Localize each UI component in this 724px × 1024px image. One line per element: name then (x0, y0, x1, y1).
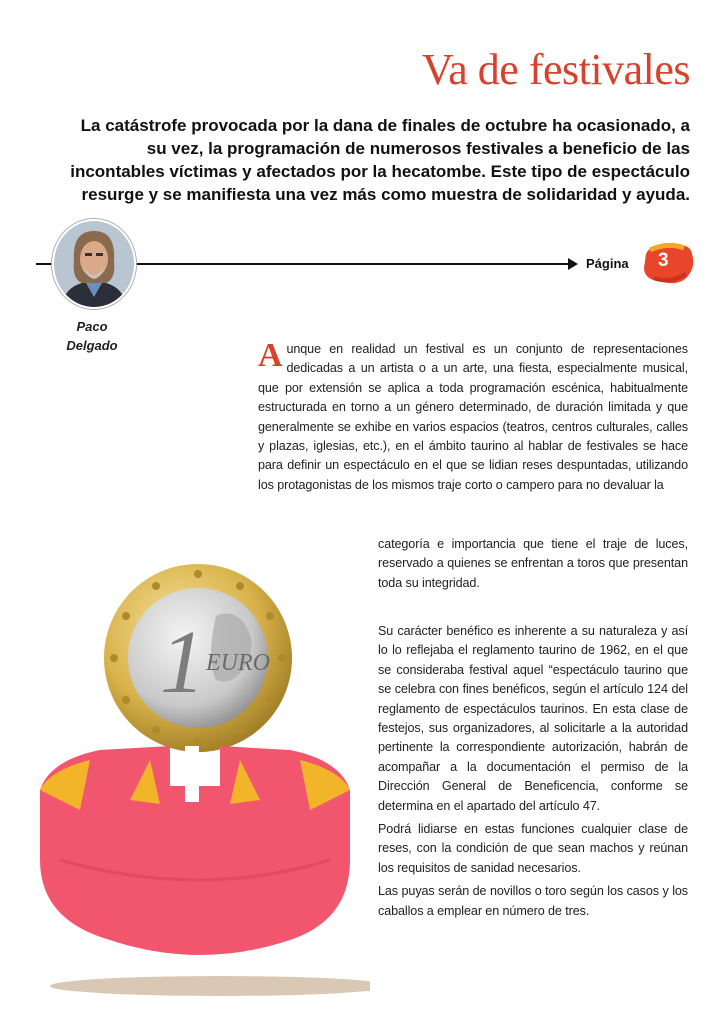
page-label: Página (586, 256, 629, 271)
coin-icon (104, 564, 292, 752)
article-lede: La catástrofe provocada por la dana de finales de octubre ha ocasionado, a su vez, la programación de numerosos festivales a beneficio de las incontables víctimas y afectados por la hecatombe. Este tipo de espectáculo resurge y se manifiesta una vez más como muestra de solidaridad y ayuda. (70, 116, 690, 204)
article-paragraph-2: Su carácter benéfico es inherente a su naturaleza y así lo lo reflejaba el reglamento taurino de 1962, en el que se consideraba festival aquel “espectáculo taurino que se celebra con fines benéficos, según el artículo 124 del reglamento de espectáculos taurinos. En esta clase de festejos, sus organizadores, al solicitarle a la autoridad pertinente la correspondiente autorización, habrán de acompañar a la documentación el permiso de la Dirección General de Beneficencia, conforme se determina en el apartado del artículo 47. (378, 624, 688, 813)
coin-text: EURO (206, 650, 270, 676)
article-column-1 (258, 337, 688, 495)
page-number: 3 (658, 250, 669, 271)
article-title: Va de festivales (421, 45, 690, 94)
article-paragraph-3: Podrá lidiarse en estas funciones cualquier clase de reses, con la condición de que sean machos y reúnan los requisitos de sanidad necesarios. (378, 822, 688, 875)
coin-value: 1 (160, 613, 205, 712)
coin-hat-illustration (20, 560, 370, 1010)
author-last-name: Delgado (66, 338, 118, 353)
article-paragraph-4: Las puyas serán de novillos o toro según los casos y los caballos a emplear en número de tres. (378, 884, 688, 918)
arrow-right-icon (568, 258, 578, 270)
article-paragraph-1b: categoría e importancia que tiene el traje de luces, reservado a quienes se enfrentan a toros que presentan toda su integridad. (378, 537, 688, 590)
article-paragraph-1a: unque en realidad un festival es un conjunto de representaciones dedicadas a un artista o a un arte, una fiesta, especialmente musical, que por extensión se aplica a toda programación escénica, habitualmente estructurada en torno a un género determinado, de duración limitada y que generalmente se exhibe en varios espacios (teatros, centros culturales, calles y plazas, iglesias, etc.), en el ámbito taurino al hablar de festivales se hace para definir un espectáculo en el que se lidian reses despuntadas, utilizando los protagonistas de los mismos traje corto o campero para no devaluar la (258, 342, 688, 492)
montera-hat-icon (40, 746, 350, 955)
author-avatar (52, 219, 136, 309)
drop-cap: A (258, 337, 283, 374)
article-column-3 (378, 622, 688, 925)
author-first-name: Paco (76, 319, 108, 334)
article-column-2 (378, 535, 688, 593)
author-name (44, 317, 140, 355)
